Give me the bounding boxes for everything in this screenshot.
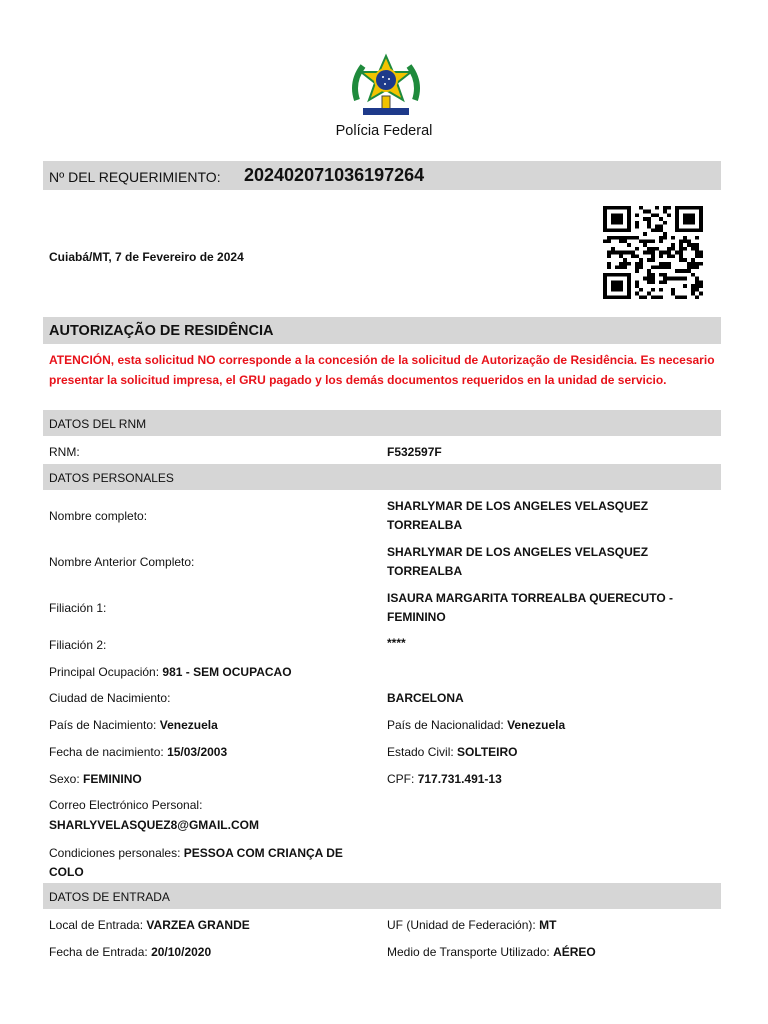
personal-section-header bbox=[43, 464, 721, 490]
rnm-section-title: DATOS DEL RNM bbox=[49, 417, 147, 431]
pais-nacimiento-value: Venezuela bbox=[159, 718, 218, 732]
nombre-anterior-label: Nombre Anterior Completo: bbox=[49, 555, 195, 569]
nombre-value: SHARLYMAR DE LOS ANGELES VELASQUEZ TORREALBA bbox=[387, 499, 649, 532]
ocupacion-row bbox=[49, 663, 292, 682]
fecha-nacimiento-row bbox=[49, 743, 227, 762]
rnm-label: RNM: bbox=[49, 445, 80, 459]
pais-nacimiento-label: País de Nacimiento: bbox=[49, 718, 157, 732]
qr-code-icon bbox=[603, 206, 703, 299]
condiciones-label: Condiciones personales: bbox=[49, 846, 181, 860]
fecha-entrada-label: Fecha de Entrada: bbox=[49, 945, 148, 959]
sexo-label: Sexo: bbox=[49, 772, 80, 786]
section-title: AUTORIZAÇÃO DE RESIDÊNCIA bbox=[49, 323, 274, 339]
cpf-row bbox=[387, 770, 502, 789]
medio-transporte-label: Medio de Transporte Utilizado: bbox=[387, 945, 550, 959]
sexo-value: FEMININO bbox=[83, 772, 142, 786]
local-entrada-value: VARZEA GRANDE bbox=[146, 918, 250, 932]
fecha-nacimiento-value: 15/03/2003 bbox=[167, 745, 228, 759]
nombre-label: Nombre completo: bbox=[49, 509, 148, 523]
local-entrada-row bbox=[49, 916, 250, 935]
ciudad-value: BARCELONA bbox=[387, 691, 464, 705]
brazil-coat-of-arms-icon bbox=[349, 52, 423, 118]
correo-label: Correo Electrónico Personal: bbox=[49, 798, 203, 812]
filiacion2-value: **** bbox=[387, 636, 406, 650]
condiciones-value: PESSOA COM CRIANÇA DE COLO bbox=[49, 846, 343, 879]
sexo-row bbox=[49, 770, 142, 789]
condiciones-row bbox=[49, 844, 379, 882]
uf-row bbox=[387, 916, 556, 935]
rnm-value: F532597F bbox=[387, 445, 442, 459]
local-entrada-label: Local de Entrada: bbox=[49, 918, 144, 932]
warning-notice: ATENCIÓN, esta solicitud NO corresponde a la concesión de la solicitud de Autorização de Residência. Es necesario presentar la solicitud impresa, el GRU pagado y los demás documentos requeridos en la unidad de servicio. bbox=[49, 353, 715, 387]
section-title-bar bbox=[43, 317, 721, 344]
estado-civil-label: Estado Civil: bbox=[387, 745, 454, 759]
place-date: Cuiabá/MT, 7 de Fevereiro de 2024 bbox=[49, 250, 244, 264]
personal-section-title: DATOS PERSONALES bbox=[49, 471, 174, 485]
cpf-label: CPF: bbox=[387, 772, 415, 786]
fecha-entrada-row bbox=[49, 943, 211, 962]
fecha-nacimiento-label: Fecha de nacimiento: bbox=[49, 745, 164, 759]
ocupacion-value: 981 - SEM OCUPACAO bbox=[162, 665, 292, 679]
filiacion1-label: Filiación 1: bbox=[49, 601, 107, 615]
filiacion1-value: ISAURA MARGARITA TORREALBA QUERECUTO - FEMININO bbox=[387, 591, 673, 624]
pais-nacimiento-row bbox=[49, 716, 218, 735]
medio-transporte-row bbox=[387, 943, 596, 962]
entry-section-title: DATOS DE ENTRADA bbox=[49, 890, 170, 904]
cpf-value: 717.731.491-13 bbox=[417, 772, 502, 786]
request-number-bar bbox=[43, 161, 721, 190]
request-number: 202402071036197264 bbox=[244, 165, 425, 185]
agency-name: Polícia Federal bbox=[335, 123, 433, 139]
ciudad-label: Ciudad de Nacimiento: bbox=[49, 691, 171, 705]
filiacion2-label: Filiación 2: bbox=[49, 638, 107, 652]
medio-transporte-value: AÉREO bbox=[553, 945, 596, 959]
ocupacion-label: Principal Ocupación: bbox=[49, 665, 160, 679]
uf-value: MT bbox=[539, 918, 557, 932]
fecha-entrada-value: 20/10/2020 bbox=[151, 945, 212, 959]
request-number-label: Nº DEL REQUERIMIENTO: bbox=[49, 169, 221, 185]
estado-civil-value: SOLTEIRO bbox=[457, 745, 518, 759]
correo-value: SHARLYVELASQUEZ8@GMAIL.COM bbox=[49, 818, 259, 832]
nacionalidad-value: Venezuela bbox=[507, 718, 566, 732]
nombre-anterior-value: SHARLYMAR DE LOS ANGELES VELASQUEZ TORREALBA bbox=[387, 545, 649, 578]
nacionalidad-label: País de Nacionalidad: bbox=[387, 718, 504, 732]
entry-section-header bbox=[43, 883, 721, 909]
estado-civil-row bbox=[387, 743, 518, 762]
uf-label: UF (Unidad de Federación): bbox=[387, 918, 536, 932]
rnm-section-header bbox=[43, 410, 721, 436]
nacionalidad-row bbox=[387, 716, 565, 735]
